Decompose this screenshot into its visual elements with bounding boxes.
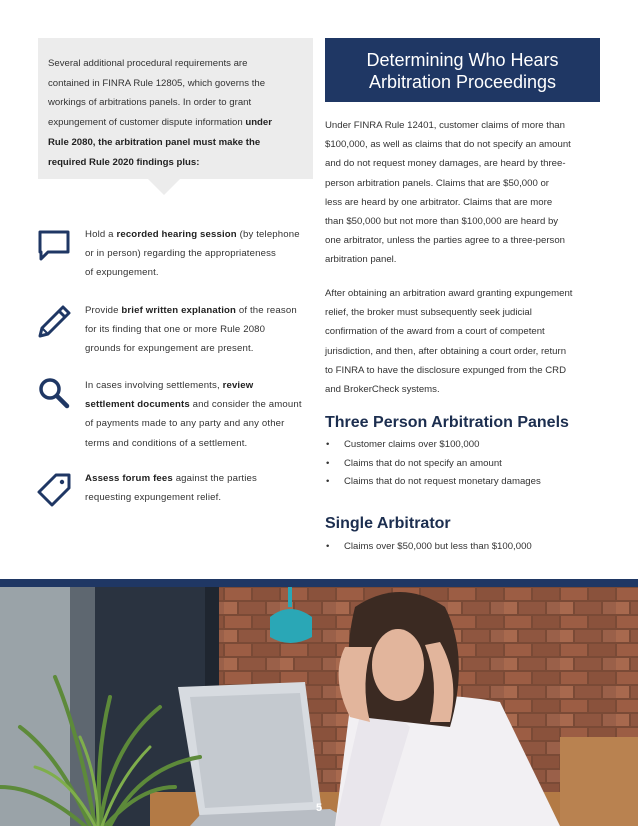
requirement-line: grounds for expungement are present.: [85, 343, 254, 355]
photo-illustration: [0, 587, 638, 826]
requirement-text: [85, 376, 313, 453]
requirement-text-part: (by telephone: [236, 229, 300, 240]
paragraph-line: relief, the broker must subsequently seek judicial: [325, 307, 532, 319]
requirement-text: [85, 469, 313, 507]
single-arbitrator-list: [325, 538, 605, 557]
requirement-text-part: against the parties: [172, 473, 257, 484]
requirement-text-part: and consider the amount: [189, 399, 302, 411]
section-heading: [325, 38, 600, 102]
callout-line: [48, 153, 301, 173]
heading-line: Determining Who Hears: [366, 50, 559, 70]
paragraph-line: less are heard by one arbitrator. Claims that are more: [325, 196, 553, 208]
footer-band: [0, 579, 638, 587]
paragraph-line: to FINRA to have the disclosure expunged from the CRD: [325, 364, 567, 376]
page-number: 5: [315, 802, 323, 814]
paragraph-line: and BrokerCheck systems.: [325, 384, 440, 396]
requirement-line: [85, 395, 313, 414]
requirement-bold: review: [222, 380, 254, 391]
requirement-line: of expungement.: [85, 267, 159, 279]
requirement-line: [85, 225, 313, 244]
three-panel-list: [325, 436, 605, 492]
requirement-text-part: of the reason: [236, 305, 297, 316]
tag-icon: [36, 472, 72, 508]
callout-line: contained in FINRA Rule 12805, which governs the: [48, 77, 266, 89]
bullet-icon: •: [326, 457, 330, 469]
list-item: [325, 538, 605, 557]
list-item: [325, 436, 605, 455]
requirement-line: for its finding that one or more Rule 2080: [85, 324, 266, 336]
magnifier-icon: [36, 375, 72, 411]
requirement-line: [85, 376, 313, 395]
bullet-icon: •: [326, 439, 330, 450]
requirement-text: [85, 301, 313, 359]
paragraph-line: Under FINRA Rule 12401, customer claims of more than: [325, 120, 565, 131]
requirement-bold: Assess forum fees: [85, 473, 173, 484]
paragraph-line: $100,000, as well as claims that do not specify an amount: [325, 139, 571, 151]
callout-line: workings of arbitrations panels. In order to grant: [48, 97, 252, 109]
paragraph-panel-rules: [325, 116, 605, 270]
requirement-line: or in person) regarding the appropriateness: [85, 248, 276, 260]
requirement-text-part: Provide: [85, 305, 122, 316]
requirement-text: [85, 225, 313, 283]
list-item: [325, 455, 605, 474]
paragraph-line: After obtaining an arbitration award granting expungement: [325, 288, 573, 299]
callout-line: Several additional procedural requirements are: [48, 58, 248, 69]
requirement-bold: settlement documents: [85, 399, 190, 411]
intro-callout: [38, 38, 313, 179]
callout-bold: under: [245, 117, 272, 129]
paragraph-line: arbitration panel.: [325, 254, 397, 266]
paragraph-line: person arbitration panels. Claims that are $50,000 or: [325, 177, 549, 189]
requirement-line: [85, 301, 313, 320]
bullet-icon: •: [326, 541, 330, 552]
callout-pointer: [148, 179, 180, 195]
list-item-text: Claims over $50,000 but less than $100,000: [344, 541, 532, 552]
paragraph-line: than $50,000 but not more than $100,000 are heard by: [325, 216, 559, 228]
list-item-text: Customer claims over $100,000: [344, 439, 480, 450]
bullet-icon: •: [326, 476, 330, 487]
paragraph-line: and do not request money damages, are heard by three-: [325, 158, 566, 170]
callout-bold: Rule 2080, the arbitration panel must make the: [48, 136, 261, 148]
three-panel-heading: Three Person Arbitration Panels: [325, 414, 569, 431]
paragraph-line: jurisdiction, and then, after obtaining a court order, return: [325, 345, 567, 357]
speech-bubble-icon: [36, 228, 72, 264]
callout-line: [48, 133, 301, 153]
requirement-line: requesting expungement relief.: [85, 492, 222, 504]
paragraph-expungement: [325, 284, 605, 399]
requirement-bold: brief written explanation: [121, 305, 237, 316]
callout-text: expungement of customer dispute information: [48, 117, 246, 129]
callout-bold: required Rule 2020 findings plus:: [48, 156, 200, 168]
paragraph-line: confirmation of the award from a court of competent: [325, 326, 545, 338]
stressed-woman-photo: [0, 587, 638, 826]
list-item: [325, 473, 605, 492]
requirement-bold: recorded hearing session: [116, 229, 237, 240]
list-item-text: Claims that do not request monetary damages: [344, 476, 541, 487]
requirement-line: terms and conditions of a settlement.: [85, 437, 248, 449]
heading-line: Arbitration Proceedings: [368, 72, 557, 92]
requirement-line: [85, 469, 313, 488]
requirement-line: of payments made to any party and any other: [85, 418, 285, 430]
callout-line: [48, 113, 301, 133]
paragraph-line: one arbitrator, unless the parties agree to a three-person: [325, 235, 565, 247]
single-arbitrator-heading: Single Arbitrator: [325, 515, 451, 532]
requirement-text-part: In cases involving settlements,: [85, 380, 223, 391]
list-item-text: Claims that do not specify an amount: [344, 457, 502, 469]
pencil-icon: [36, 304, 72, 340]
requirement-text-part: Hold a: [85, 229, 117, 240]
